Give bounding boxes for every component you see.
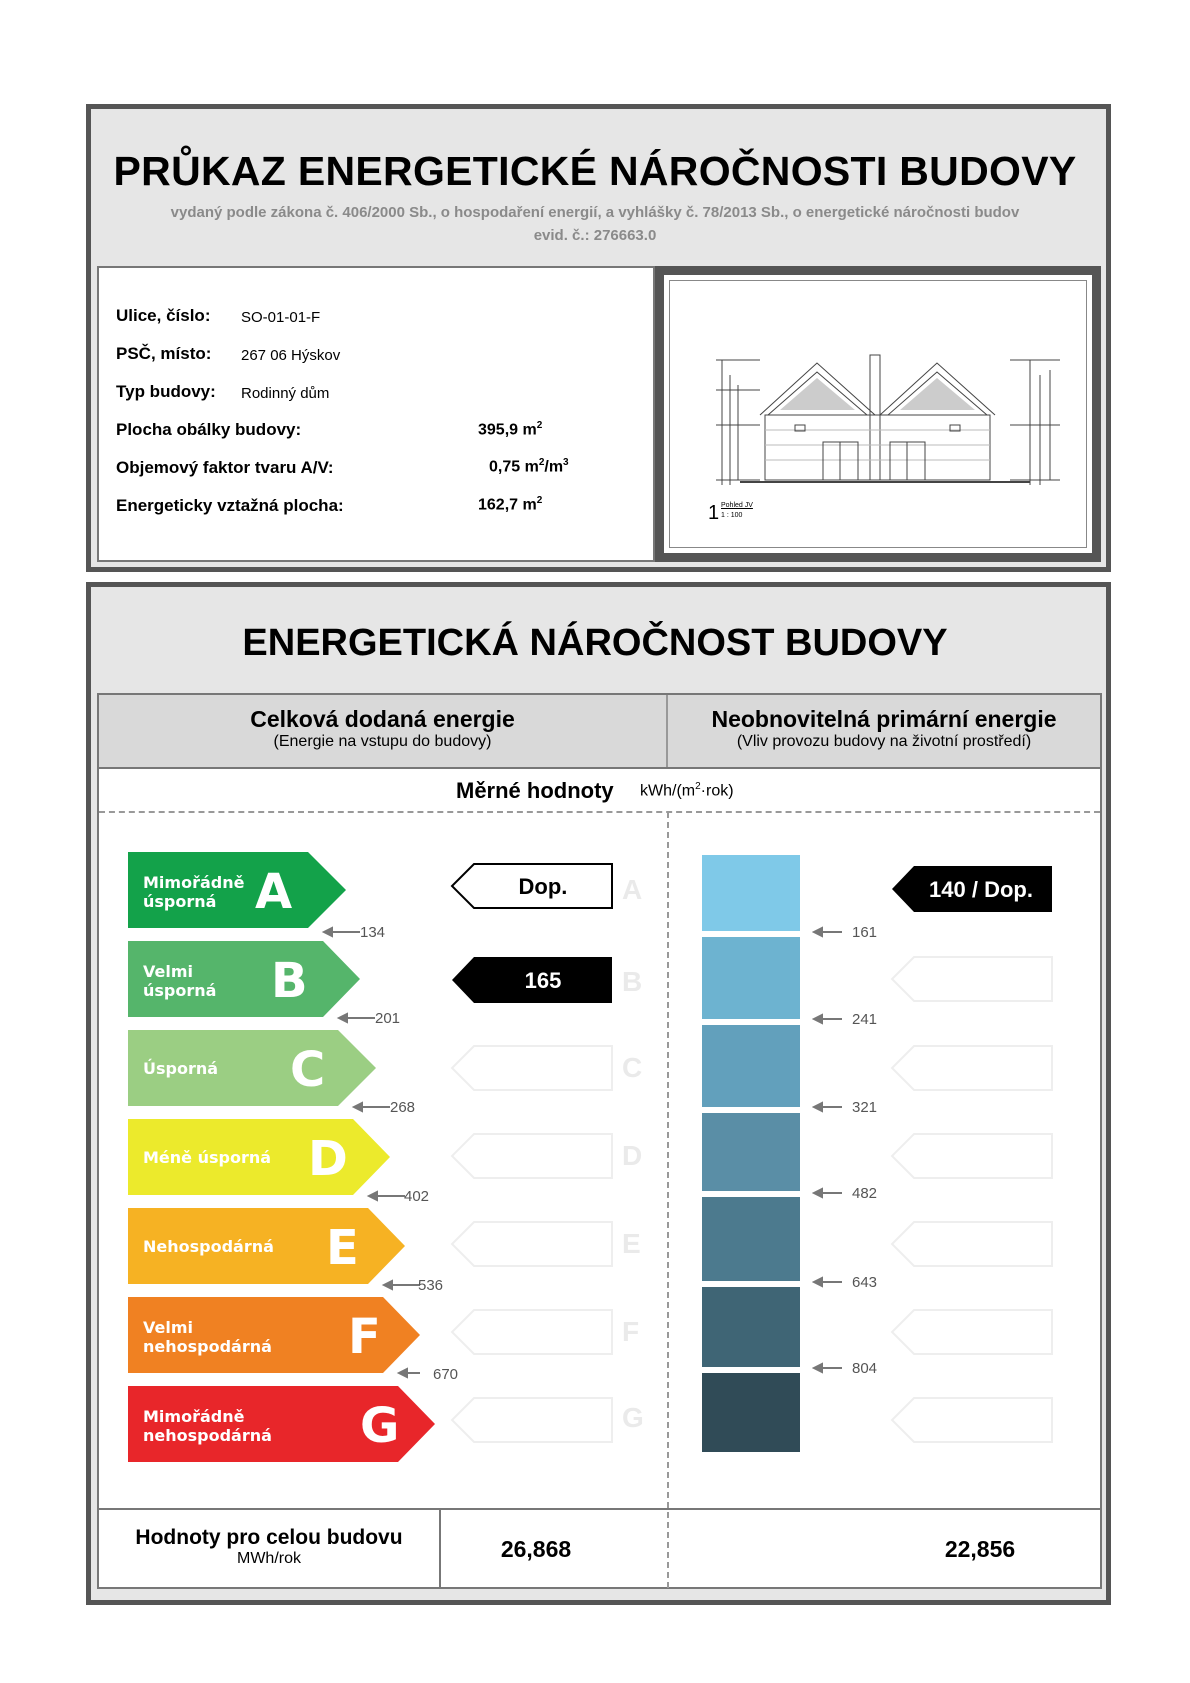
class-f-letter: F: [348, 1309, 381, 1365]
class-b-letter: B: [271, 953, 308, 1009]
threshold-f: 670: [433, 1366, 459, 1383]
threshold-a: 134: [360, 924, 386, 941]
class-a-letter: A: [255, 864, 293, 920]
primary-block-e: [702, 1197, 800, 1281]
envelope-area-value: 395,9 $m^2$: [478, 420, 543, 439]
primary-threshold-a: 161: [852, 924, 878, 941]
class-g-word-1: Mimořádně: [143, 1407, 245, 1426]
type-label: Typ budovy:: [116, 382, 216, 401]
class-b-word-1: Velmi: [143, 962, 193, 981]
primary-threshold-e: 643: [852, 1274, 878, 1291]
class-d-word-1: Méně úsporná: [143, 1148, 272, 1167]
totals-unit: MWh/rok: [237, 1550, 301, 1567]
primary-block-f: [702, 1287, 800, 1367]
certificate-title: PRŮKAZ ENERGETICKÉ NÁROČNOSTI BUDOVY: [113, 148, 1077, 194]
reference-area-label: Energeticky vztažná plocha:: [116, 496, 344, 515]
class-a-word-2: úsporná: [143, 892, 217, 911]
view-scale: 1 : 100: [721, 512, 743, 519]
left-indicator-column: [450, 862, 615, 1452]
primary-actual-value: 140 / Dop.: [929, 877, 1033, 902]
city-value: 267 06 Hýskov: [241, 347, 341, 364]
shape-factor-value: 0,75 $m^2/m^3$: [489, 457, 569, 476]
ghost-letter-c: C: [622, 1052, 643, 1083]
threshold-c: 268: [390, 1099, 416, 1116]
street-value: SO-01-01-F: [241, 309, 321, 326]
totals-label-block: [99, 1526, 439, 1568]
primary-energy-header: [668, 706, 1100, 751]
class-b-word-2: úsporná: [143, 981, 217, 1000]
evidence-number: evid. č.: 276663.0: [533, 227, 657, 244]
ghost-letter-f: F: [622, 1316, 640, 1347]
street-label: Ulice, číslo:: [116, 306, 211, 325]
primary-energy-title: Neobnovitelná primární energie: [711, 706, 1057, 732]
ghost-letter-g: G: [622, 1402, 644, 1433]
specific-values-label: Měrné hodnoty: [456, 778, 614, 803]
primary-block-a: [702, 855, 800, 931]
threshold-d: 402: [404, 1188, 430, 1205]
threshold-b: 201: [375, 1010, 401, 1027]
class-c-word-1: Úsporná: [143, 1059, 219, 1078]
center-separator: [667, 812, 669, 1588]
primary-threshold-f: 804: [852, 1360, 878, 1377]
class-e-letter: E: [326, 1220, 359, 1276]
class-d-letter: D: [308, 1131, 348, 1187]
class-e-word-1: Nehospodárná: [143, 1237, 274, 1256]
specific-values-unit: kWh/$(m^2\cdot rok)$: [640, 781, 734, 800]
threshold-arrows-right: [812, 920, 862, 1380]
class-c-letter: C: [290, 1042, 326, 1098]
primary-block-d: [702, 1113, 800, 1191]
totals-label: Hodnoty pro celou budovu: [135, 1526, 403, 1549]
view-name: Pohled JV: [721, 502, 753, 509]
totals-top-border: [99, 1508, 1100, 1510]
primary-block-c: [702, 1025, 800, 1107]
ghost-letter-a: A: [622, 874, 643, 905]
shape-factor-label: Objemový faktor tvaru A/V:: [116, 458, 334, 477]
class-f-word-1: Velmi: [143, 1318, 193, 1337]
primary-threshold-b: 241: [852, 1011, 878, 1028]
primary-block-b: [702, 937, 800, 1019]
view-number: 1: [708, 502, 720, 524]
primary-scale: [702, 855, 800, 1452]
ghost-letter-b: B: [622, 966, 643, 997]
threshold-e: 536: [418, 1277, 444, 1294]
class-f-word-2: nehospodárná: [143, 1337, 272, 1356]
city-label: PSČ, místo:: [116, 344, 212, 363]
threshold-arrows-left: [320, 920, 420, 1380]
class-g-letter: G: [360, 1398, 400, 1454]
ghost-letter-d: D: [622, 1140, 643, 1171]
actual-value: 165: [524, 968, 562, 993]
class-band-g: [128, 1386, 435, 1462]
total-delivered-energy: 26,868: [500, 1536, 572, 1562]
primary-block-g: [702, 1373, 800, 1452]
building-elevation-drawing: [700, 330, 1080, 500]
total-primary-energy: 22,856: [944, 1536, 1016, 1562]
legal-basis: vydaný podle zákona č. 406/2000 Sb., o hospodaření energií, a vyhlášky č. 78/2013 Sb., o energetické náročnosti budov: [170, 204, 1020, 221]
primary-threshold-d: 482: [852, 1185, 878, 1202]
energy-section-title: ENERGETICKÁ NÁROČNOST BUDOVY: [242, 622, 948, 664]
delivered-energy-title: Celková dodaná energie: [250, 706, 515, 732]
class-band-a: [128, 852, 346, 928]
reference-area-value: 162,7 $m^2$: [478, 495, 543, 514]
ghost-letter-e: E: [622, 1228, 641, 1259]
reference-value: Dop.: [518, 874, 568, 899]
envelope-area-label: Plocha obálky budovy:: [116, 420, 302, 439]
class-a-word-1: Mimořádně: [143, 873, 245, 892]
right-indicator-column: [890, 862, 1055, 1452]
class-g-word-2: nehospodárná: [143, 1426, 272, 1445]
header-separator: [99, 811, 1100, 813]
primary-threshold-c: 321: [852, 1099, 878, 1116]
delivered-energy-subtitle: (Energie na vstupu do budovy): [273, 733, 492, 750]
primary-energy-subtitle: (Vliv provozu budovy na životní prostředí): [736, 733, 1032, 750]
delivered-energy-header: [99, 706, 666, 751]
type-value: Rodinný dům: [241, 385, 330, 402]
